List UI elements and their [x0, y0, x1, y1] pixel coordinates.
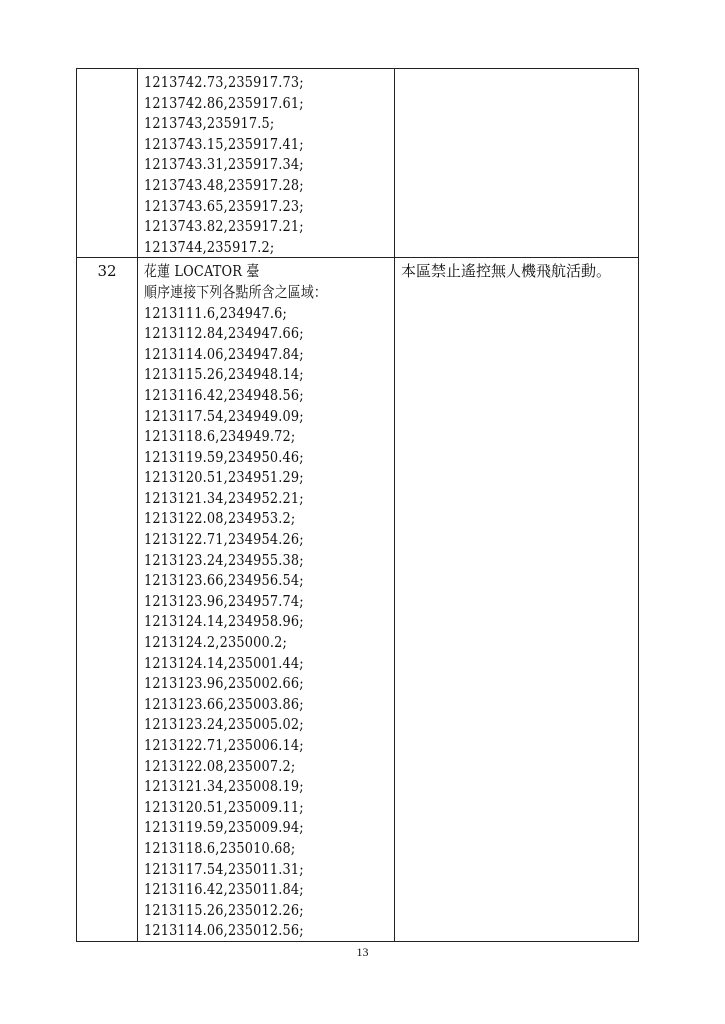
- coordinate-line: 1213116.42,234948.56;: [144, 385, 304, 404]
- coordinate-line: 1213743.31,235917.34;: [144, 155, 304, 174]
- coordinate-line: 1213112.84,234947.66;: [144, 324, 304, 343]
- coordinate-line: 1213123.96,235002.66;: [144, 674, 304, 693]
- zone-coordinates-cell: [138, 69, 395, 258]
- coordinate-line: 1213119.59,234950.46;: [144, 447, 304, 466]
- coordinate-line: 1213743,235917.5;: [144, 114, 275, 133]
- zone-number-cell: 32: [77, 258, 138, 942]
- zone-location-line: 花蓮 LOCATOR 臺: [144, 262, 260, 281]
- zone-number-cell: [77, 69, 138, 258]
- coordinate-line: 1213117.54,234949.09;: [144, 406, 304, 425]
- coordinate-line: 1213122.71,234954.26;: [144, 530, 304, 549]
- coordinate-line: 1213743.65,235917.23;: [144, 196, 304, 215]
- coordinate-line: 1213120.51,235009.11;: [144, 797, 304, 816]
- coordinate-line: 1213123.66,235003.86;: [144, 694, 304, 713]
- coordinate-line: 1213121.34,235008.19;: [144, 777, 304, 796]
- coordinate-line: 1213115.26,235012.26;: [144, 900, 304, 919]
- coordinate-line: 1213123.24,234955.38;: [144, 550, 304, 569]
- coordinate-line: 1213122.08,235007.2;: [144, 756, 296, 775]
- coordinate-line: 1213743.48,235917.28;: [144, 175, 304, 194]
- coordinate-line: 1213118.6,234949.72;: [144, 427, 296, 446]
- table-row: [77, 69, 639, 258]
- coordinate-line: 1213743.82,235917.21;: [144, 217, 304, 236]
- zone-note-cell: [395, 258, 639, 942]
- coordinate-line: 1213122.71,235006.14;: [144, 736, 304, 754]
- coordinate-line: 1213122.08,234953.2;: [144, 509, 296, 528]
- coordinate-line: 1213743.15,235917.41;: [144, 134, 304, 153]
- coordinate-line: 1213124.2,235000.2;: [144, 633, 288, 652]
- table-row: [77, 258, 639, 942]
- coordinate-line: 1213120.51,234951.29;: [144, 468, 304, 487]
- zone-note-cell: [395, 69, 639, 258]
- zone-coordinates-cell: [138, 258, 395, 942]
- coordinate-line: 1213118.6,235010.68;: [144, 838, 296, 857]
- coordinate-line: 1213121.34,234952.21;: [144, 488, 304, 507]
- zone-table: [76, 68, 639, 942]
- coordinate-line: 1213124.14,234958.96;: [144, 612, 304, 631]
- coordinate-line: 1213123.24,235005.02;: [144, 715, 304, 734]
- page-number: 13: [356, 945, 369, 959]
- coordinate-line: 1213115.26,234948.14;: [144, 365, 304, 384]
- coordinate-line: 1213742.86,235917.61;: [144, 93, 304, 112]
- coordinate-line: 1213744,235917.2;: [144, 237, 275, 256]
- zone-instruction-line: 順序連接下列各點所含之區域：: [144, 282, 328, 301]
- coordinate-line: 1213116.42,235011.84;: [144, 880, 304, 899]
- coordinate-line: 1213117.54,235011.31;: [144, 859, 304, 878]
- zone-note: 本區禁止遙控無人機飛航活動。: [401, 262, 612, 281]
- coordinate-line: 1213742.73,235917.73;: [144, 73, 304, 91]
- coordinate-line: 1213123.66,234956.54;: [144, 571, 304, 590]
- coordinate-line: 1213123.96,234957.74;: [144, 591, 304, 610]
- coordinate-line: 1213114.06,235012.56;: [144, 921, 304, 940]
- coordinate-line: 1213119.59,235009.94;: [144, 818, 304, 837]
- coordinate-line: 1213111.6,234947.6;: [144, 303, 288, 322]
- coordinate-line: 1213124.14,235001.44;: [144, 653, 304, 672]
- coordinate-line: 1213114.06,234947.84;: [144, 344, 304, 363]
